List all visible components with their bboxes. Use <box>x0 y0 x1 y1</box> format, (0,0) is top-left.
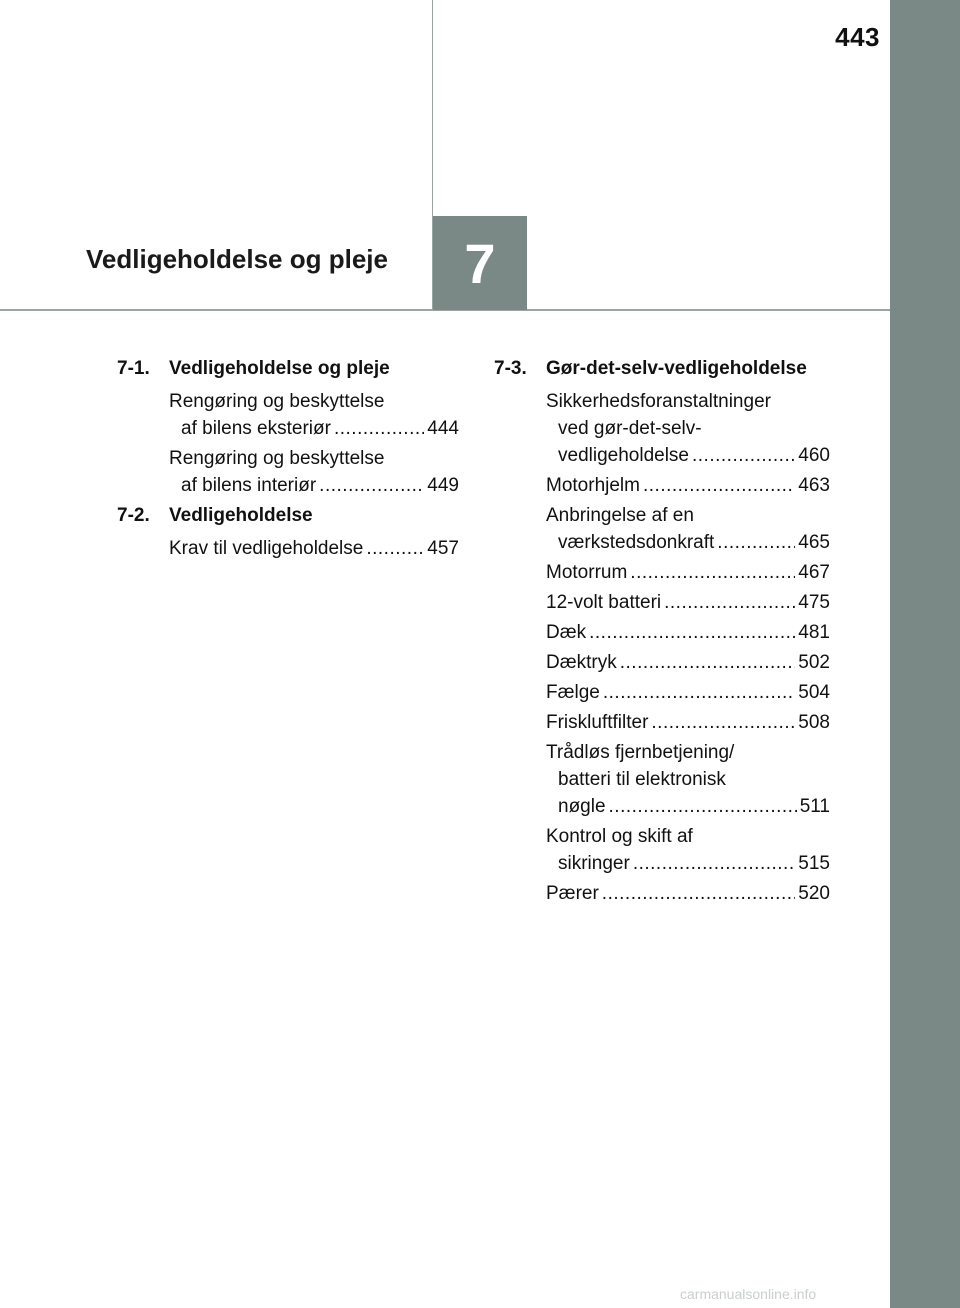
toc-entry[interactable] <box>546 619 830 646</box>
toc-section-title: Vedligeholdelse og pleje <box>169 358 390 379</box>
toc-entry-text: af bilens interiør <box>181 475 317 496</box>
toc-entry-line <box>169 535 459 562</box>
toc-entry-text: Motorrum <box>546 562 628 583</box>
toc-section <box>117 502 459 562</box>
toc-entry-text: Sikkerhedsforanstaltninger <box>546 391 771 412</box>
toc-entry[interactable] <box>546 709 830 736</box>
toc-dot-leader <box>609 793 797 820</box>
toc-entry-text: ved gør-det-selv- <box>558 418 702 439</box>
toc-section-heading[interactable] <box>494 355 830 382</box>
toc-dot-leader <box>692 442 795 469</box>
toc-entry-line <box>169 445 459 472</box>
toc-entry[interactable] <box>546 823 830 877</box>
toc-entry-line <box>546 442 830 469</box>
toc-page-number: 504 <box>798 682 830 703</box>
toc-entry[interactable] <box>546 679 830 706</box>
toc-dot-leader <box>366 535 424 562</box>
toc-entry-line <box>546 649 830 676</box>
toc-entry[interactable] <box>546 880 830 907</box>
toc-entry-text: Kontrol og skift af <box>546 826 693 847</box>
toc-section-title: Gør-det-selv-vedligeholdelse <box>546 358 807 379</box>
toc-dot-leader <box>717 529 795 556</box>
toc-page-number: 449 <box>427 475 459 496</box>
toc-entry-line <box>546 739 830 766</box>
chapter-number-box: 7 <box>433 216 527 310</box>
toc-entry-line <box>546 709 830 736</box>
toc-entry-text: Fælge <box>546 682 600 703</box>
toc-entry-text: Anbringelse af en <box>546 505 694 526</box>
toc-dot-leader <box>651 709 795 736</box>
toc-page-number: 481 <box>798 622 830 643</box>
toc-entry-line <box>546 415 830 442</box>
toc-dot-leader <box>334 415 424 442</box>
toc-entry-text: Dæk <box>546 622 587 643</box>
toc-entry-line <box>169 415 459 442</box>
toc-section-number: 7-2. <box>117 505 150 526</box>
toc-page-number: 463 <box>798 475 830 496</box>
toc-entry[interactable] <box>169 535 459 562</box>
toc-page-number: 465 <box>798 532 830 553</box>
toc-entry-line <box>546 502 830 529</box>
toc-page-number: 515 <box>798 853 830 874</box>
toc-entry-text: Trådløs fjernbetjening/ <box>546 742 735 763</box>
toc-entry[interactable] <box>169 388 459 442</box>
toc-column-right <box>494 355 830 910</box>
toc-section-title: Vedligeholdelse <box>169 505 313 526</box>
toc-entry-text: nøgle <box>558 796 606 817</box>
toc-entry-text: sikringer <box>558 853 630 874</box>
toc-column-left <box>117 355 459 565</box>
toc-entry-text: af bilens eksteriør <box>181 418 331 439</box>
toc-dot-leader <box>664 589 795 616</box>
toc-entry-text: Friskluftfilter <box>546 712 649 733</box>
toc-page-number: 502 <box>798 652 830 673</box>
toc-page-number: 511 <box>799 796 830 817</box>
toc-entry-text: Pærer <box>546 883 599 904</box>
toc-entry-line <box>546 472 830 499</box>
toc-dot-leader <box>633 850 795 877</box>
toc-entry-text: Dæktryk <box>546 652 617 673</box>
toc-entry-text: Rengøring og beskyttelse <box>169 448 385 469</box>
toc-page-number: 457 <box>427 538 459 559</box>
toc-entry[interactable] <box>546 472 830 499</box>
toc-section <box>494 355 830 907</box>
toc-entry-line <box>546 589 830 616</box>
toc-page-number: 467 <box>798 562 830 583</box>
toc-entry-line <box>546 766 830 793</box>
toc-page-number: 475 <box>798 592 830 613</box>
toc-entry[interactable] <box>169 445 459 499</box>
toc-entry-line <box>546 388 830 415</box>
chapter-side-tab <box>890 0 960 1308</box>
toc-dot-leader <box>630 559 795 586</box>
chapter-title: Vedligeholdelse og pleje <box>86 244 388 274</box>
toc-entry-line <box>546 679 830 706</box>
toc-dot-leader <box>620 649 796 676</box>
toc-entry-text: værkstedsdonkraft <box>558 532 715 553</box>
toc-entry-text: Motorhjelm <box>546 475 640 496</box>
toc-page-number: 460 <box>798 445 830 466</box>
toc-entry[interactable] <box>546 589 830 616</box>
toc-section-number: 7-3. <box>494 358 527 379</box>
toc-section-heading[interactable] <box>117 502 459 529</box>
watermark: carmanualsonline.info <box>680 1286 817 1302</box>
toc-entry-line <box>169 388 459 415</box>
toc-entry-line <box>169 472 459 499</box>
toc-entry-line <box>546 529 830 556</box>
toc-entry[interactable] <box>546 559 830 586</box>
toc-entry-text: 12-volt batteri <box>546 592 662 613</box>
toc-dot-leader <box>643 472 795 499</box>
page-number: 443 <box>835 22 880 52</box>
toc-section <box>117 355 459 499</box>
toc-entry[interactable] <box>546 649 830 676</box>
toc-entry[interactable] <box>546 502 830 556</box>
toc-page-number: 444 <box>427 418 459 439</box>
toc-entry-text: batteri til elektronisk <box>558 769 726 790</box>
toc-entry-line <box>546 559 830 586</box>
toc-dot-leader <box>319 472 424 499</box>
toc-page-number: 508 <box>798 712 830 733</box>
toc-entry-text: Krav til vedligeholdelse <box>169 538 364 559</box>
toc-entry[interactable] <box>546 388 830 469</box>
toc-entry-line <box>546 619 830 646</box>
toc-dot-leader <box>602 880 796 907</box>
toc-dot-leader <box>589 619 795 646</box>
toc-entry-line <box>546 793 830 820</box>
toc-dot-leader <box>603 679 795 706</box>
toc-entry-text: Rengøring og beskyttelse <box>169 391 385 412</box>
toc-section-number: 7-1. <box>117 358 150 379</box>
toc-entry-line <box>546 880 830 907</box>
toc-entry-line <box>546 823 830 850</box>
toc-page-number: 520 <box>798 883 830 904</box>
toc-entry-line <box>546 850 830 877</box>
toc-entry[interactable] <box>546 739 830 820</box>
toc-entry-text: vedligeholdelse <box>558 445 689 466</box>
toc-section-heading[interactable] <box>117 355 459 382</box>
